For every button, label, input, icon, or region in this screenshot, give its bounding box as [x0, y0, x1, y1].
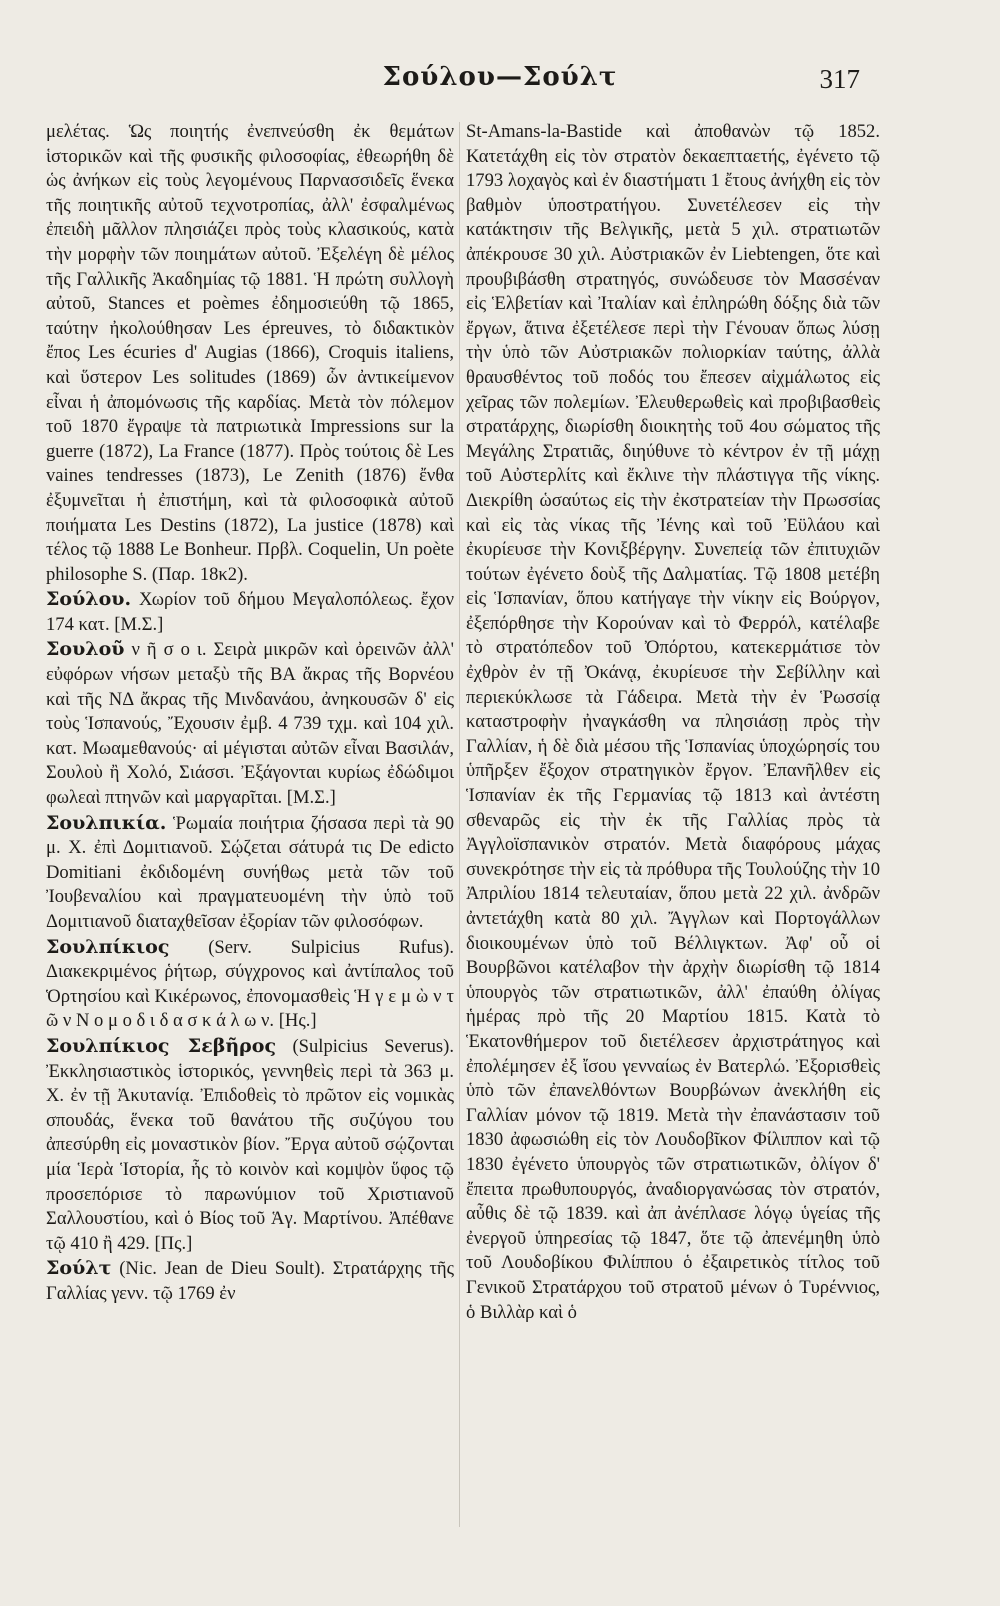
entry-soulou [46, 587, 454, 637]
entry-body: ν ῆ σ ο ι. Σειρὰ μικρῶν καὶ ὀρεινῶν ἀλλ' εὐφόρων νήσων μεταξὺ τῆς ΒΑ ἄκρας τῆς Βορνέου καὶ τῆς ΝΔ ἄκρας τῆς Μινδανάου, ἀνηκουσῶν δ' εἰς τοὺς Ἱσπανούς, Ἔχουσιν ἐμβ. 4 739 τχμ. καὶ 104 χιλ. κατ. Μωαμεθανούς· αἱ μέγισται αὐτῶν εἶναι Βασιλάν, Σουλοὺ ἢ Χολό, Σιάσσι. Ἐξάγονται κυρίως ἐδώδιμοι φωλεαὶ πτηνῶν καὶ μαργαρῖται. [Μ.Σ.] [46, 639, 454, 809]
entry-headword: Σούλου. [46, 588, 132, 611]
paragraph-continued: μελέτας. Ὡς ποιητής ἐνεπνεύσθη ἐκ θεμάτων ἱστορικῶν καὶ τῆς φυσικῆς φιλοσοφίας, ἐθεωρήθη δὲ ὡς ἀνήκων εἰς τοὺς λεγομένους Παρνασσιδεῖς ἕνεκα τῆς ποιητικῆς αὐτοῦ τεχνοτροπίας, ἀλλ' ἐσφαλμένως ἐπειδὴ μᾶλλον πλησιάζει πρὸς τοὺς κλασικούς, κατὰ τὴν μορφὴν τῶν ποιημάτων αὐτοῦ. Ἐξελέγη δὲ μέλος τῆς Γαλλικῆς Ἀκαδημίας τῷ 1881. Ἡ πρώτη συλλογὴ αὐτοῦ, Stances et poèmes ἐδημοσιεύθη τῷ 1865, ταύτην ἠκολούθησαν Les épreuves, τὸ διδακτικὸν ἔπος Les écuries d' Augias (1866), Croquis italiens, καὶ ὕστερον Les solitudes (1869) ὧν ἀντικείμενον εἶναι ἡ ἀπομόνωσις τῆς καρδίας. Μετὰ τὸν πόλεμον τοῦ 1870 ἔγραψε τὰ πατριωτικὰ Impressions sur la guerre (1872), La France (1877). Πρὸς τούτοις δὲ Les vaines tendresses (1873), Le Zenith (1876) ἔνθα ἐξυμνεῖται ἡ ἐπιστήμη, καὶ τὰ φιλοσοφικὰ αὐτοῦ ποιήματα Les Destins (1872), La justice (1878) καὶ τέλος τῷ 1888 Le Bonheur. Πρβλ. Coquelin, Un poète philosophe S. (Παρ. 18κ2). [46, 121, 454, 585]
entry-headword: Σούλτ [46, 1257, 112, 1280]
entry-headword: Σουλπίκιος [46, 935, 170, 958]
entry-body: (Sulpicius Severus). Ἐκκλησιαστικὸς ἱστορικός, γεννηθεὶς περὶ τὰ 363 μ. Χ. ἐν τῇ Ἀκυτανίᾳ. Ἐπιδοθεὶς τὸ πρῶτον εἰς νομικὰς σπουδάς, ἕνεκα τοῦ θανάτου τῆς συζύγου του ἀπεσύρθη εἰς μοναστικὸν βίον. Ἔργα αὐτοῦ σῴζονται μία Ἱερὰ Ἱστορία, ἧς τὸ κοινὸν καὶ κομψὸν ὕφος τῷ προσεπόρισε τὸ παρωνύμιον τοῦ Χριστιανοῦ Σαλλουστίου, καὶ ὁ Βίος τοῦ Ἁγ. Μαρτίνου. Ἀπέθανε τῷ 410 ἢ 429. [Πς.] [46, 1035, 454, 1254]
column-divider [459, 122, 460, 1527]
entry-sulpicius [46, 935, 454, 1034]
right-column [466, 120, 880, 1325]
header-title: Σούλου—Σούλτ [382, 62, 618, 92]
left-column [46, 120, 454, 1307]
entry-soult-continued: St-Amans-la-Bastide καὶ ἀποθανὼν τῷ 1852. Κατετάχθη εἰς τὸν στρατὸν δεκαεπταετής, ἐγένετο τῷ 1793 λοχαγὸς καὶ ἐν διαστήματι 1 ἔτους ἀνήχθη εἰς τὸν βαθμὸν ὑποστρατήγου. Συνετέλεσεν εἰς τὴν κατάκτησιν τῆς Βελγικῆς, μετὰ 5 χιλ. στρατιωτῶν ἀπέκρουσε 30 χιλ. Αὐστριακῶν ἐν Liebtengen, ὅτε καὶ προυβιβάσθη στρατηγός, συνώδευσε τὸν Μασσέναν εἰς Ἑλβετίαν καὶ Ἰταλίαν καὶ ἐπληρώθη δόξης διὰ τῶν ἔργων, ἅτινα ἐξετέλεσε περὶ τὴν Γένουαν ὅπως λύσῃ τὴν ὑπὸ τῶν Αὐστριακῶν πολιορκίαν ταύτης, ἀλλὰ θραυσθέντος τοῦ ποδός του ἔπεσεν αἰχμάλωτος εἰς χεῖρας τῶν πολεμίων. Ἐλευθερωθεὶς καὶ προβιβασθεὶς στρατάρχης, διωρίσθη διοικητὴς τοῦ 4ου σώματος τῆς Μεγάλης Στρατιᾶς, διηύθυνε τὸ κέντρον ἐν τῇ μάχῃ τοῦ Αὐστερλίτς καὶ ἔκλινε τὴν πλάστιγγα τῆς νίκης. Διεκρίθη ὡσαύτως εἰς τὴν ἐκστρατείαν τὴν Πρωσσίας καὶ εἰς τὰς νίκας τῆς Ἰένης καὶ τοῦ Ἐϋλάου καὶ ἐκυρίευσε τὴν Κονιξβέργην. Συνεπείᾳ τῶν ἐπιτυχιῶν τούτων ἐγένετο δοὺξ τῆς Δαλματίας. Τῷ 1808 μετέβη εἰς Ἱσπανίαν, ὅπου κατήγαγε τὴν νίκην εἰς Βούργον, ἐξεπόρθησε τὴν Κορούναν καὶ τὸ Φερρόλ, κατέλαβε τὸ στρατόπεδον τοῦ Ὀπόρτου, κατεκερμάτισε τὸν ἐχθρὸν ἐν τῇ Ὀκάνᾳ, ἐκυρίευσε τὴν Σεβίλλην καὶ περιεκύκλωσε τὰ Γάδειρα. Μετὰ τὴν ἐν Ῥωσσίᾳ καταστροφὴν ἠναγκάσθη να πλησιάσῃ πρὸς τὴν Γαλλίαν, ἡ δὲ διὰ μέσου τῆς Ἱσπανίας ὑποχώρησίς του ὑπῆρξεν ἔξοχον στρατηγικὸν ἔργον. Ἐπανῆλθεν εἰς Ἱσπανίαν ἐκ τῆς Γερμανίας τῷ 1813 καὶ ἀντέστη σθεναρῶς εἰς τὴν ἐκ τῆς Γαλλίας πρὸς τὰ Ἀγγλοϊσπανικὸν στρατόν. Μετὰ διαφόρους μάχας συνεκρότησε τὴν εἰς τὰ πρόθυρα τῆς Τουλούζης τὴν 10 Ἀπριλίου 1814 τελευταίαν, ὅπου μετὰ 22 χιλ. ἀνδρῶν ἀντετάχθη κατὰ 80 χιλ. Ἄγγλων καὶ Πορτογάλλων διοικουμένων ὑπὸ τοῦ Βέλλιγκτων. Ἀφ' οὗ οἱ Βουρβῶνοι κατέλαβον τὴν ἀρχὴν διωρίσθη τῷ 1814 ὑπουργὸς τῶν στρατιωτικῶν, ἀλλ' ἐπαύθη ὀλίγας ἡμέρας πρὸ τῆς 20 Μαρτίου 1815. Κατὰ τὸ Ἑκατονθήμερον τοῦ διετέλεσεν ἀρχιστράτηγος καὶ ἐπολέμησεν ἐξ ἴσου γενναίως ἐν Βατερλώ. Ἐξορισθεὶς ὑπὸ τῶν ἐπανελθόντων Βουρβώνων ἀνεκλήθη εἰς Γαλλίαν μόνον τῷ 1819. Μετὰ τὴν ἐπανάστασιν τοῦ 1830 ἀφωσιώθη εἰς τὸν Λουδοβῖκον Φίλιππον καὶ τῷ 1830 ἐγένετο ὑπουργὸς τῶν στρατιωτικῶν, ὀλίγον δ' ἔπειτα πρωθυπουργός, ἀναδιοργανώσας τὸν στρατόν, αὖθις δὲ τῷ 1839. καὶ ἀπ ἀνέπλασε λόγῳ ὑγείας τῆς ἐνεργοῦ ὑπηρεσίας τῷ 1847, ὅτε τῷ ἀπενέμηθη ὑπὸ τοῦ Λουδοβίκου Φιλίππου ὁ ἐξαιρετικὸς τίτλος τοῦ Γενικοῦ Στρατάρχου τοῦ στρατοῦ μένων ὁ Τυρέννιος, ὁ Βιλλὰρ καὶ ὁ [466, 121, 880, 1323]
entry-sulpicia [46, 811, 454, 935]
entry-body: Ῥωμαία ποιήτρια ζήσασα περὶ τὰ 90 μ. Χ. ἐπὶ Δομιτιανοῦ. Σῴζεται σάτυρά τις De edicto Domitiani ἐκδιδομένη συνήθως μετὰ τῶν τοῦ Ἰουβεναλίου καὶ πραγματευομένη τὴν ὑπὸ τοῦ Δομιτιανοῦ διαταχθεῖσαν ἐξορίαν τῶν φιλοσόφων. [46, 812, 454, 932]
entry-body: Χωρίον τοῦ δήμου Μεγαλοπόλεως. ἔχον 174 κατ. [Μ.Σ.] [46, 589, 454, 635]
entry-headword: Σουλπικία. [46, 811, 167, 834]
entry-sulpicius-severus [46, 1034, 454, 1256]
entry-soult [46, 1256, 454, 1306]
entry-headword: Σουλοῦ [46, 638, 125, 661]
entry-body: (Serv. Sulpicius Rufus). Διακεκριμένος ῥήτωρ, σύγχρονος καὶ ἀντίπαλος τοῦ Ὁρτησίου καὶ Κικέρωνος, ἐπονομασθεὶς Ἡ γ ε μ ὼ ν τ ῶ ν Ν ο μ ο δ ι δ α σ κ ά λ ω ν. [Ης.] [46, 936, 454, 1032]
entry-body: (Nic. Jean de Dieu Soult). Στρατάρχης τῆς Γαλλίας γενν. τῷ 1769 ἐν [46, 1258, 454, 1304]
page-number: 317 [819, 64, 860, 94]
running-header [0, 62, 1000, 102]
entry-soulou-islands [46, 637, 454, 810]
entry-headword: Σουλπίκιος Σεβῆρος [46, 1034, 277, 1057]
